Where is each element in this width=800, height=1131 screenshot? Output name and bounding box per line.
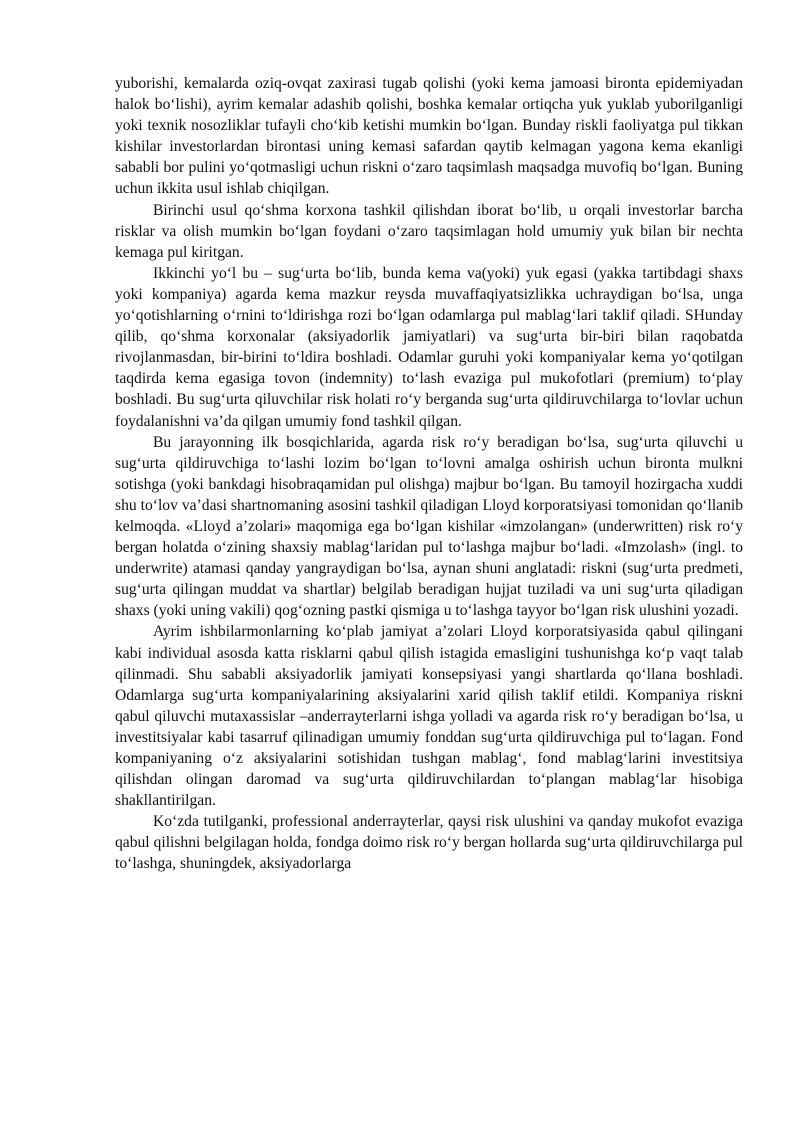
paragraph-3: Ikkinchi yo‘l bu – sug‘urta bo‘lib, bunda kema va(yoki) yuk egasi (yakka tartibdagi shaxs yoki kompaniya) agarda kema mazkur reysda muvaffaqiyatsizlikka uchraydigan bo‘lsa, unga yo‘qotishlarning o‘rnini to‘ldirishga rozi bo‘lgan odamlarga pul mablag‘lari taklif qiladi. SHunday qilib, qo‘shma korxonalar (aksiyadorlik jamiyatlari) va sug‘urta bir-biri bilan raqobatda rivojlanmasdan, bir-birini to‘ldira boshladi. Odamlar guruhi yoki kompaniyalar kema yo‘qotilgan taqdirda kema egasiga tovon (indemnity) to‘lash evaziga pul mukofotlari (premium) to‘play boshladi. Bu sug‘urta qiluvchilar risk holati ro‘y berganda sug‘urta qildiruvchilarga to‘lovlar uchun foydalanishni va’da qilgan umumiy fond tashkil qilgan. bbox=[115, 264, 743, 430]
paragraph-2: Birinchi usul qo‘shma korxona tashkil qilishdan iborat bo‘lib, u orqali investorlar barcha risklar va olish mumkin bo‘lgan foydani o‘zaro taqsimlagan hold umumiy yuk bilan bir nechta kemaga pul kiritgan. bbox=[115, 201, 743, 261]
paragraph-1: yuborishi, kemalarda oziq-ovqat zaxirasi tugab qolishi (yoki kema jamoasi bironta epidemiyadan halok bo‘lishi), ayrim kemalar adashib qolishi, boshka kemalar ortiqcha yuk yuklab yuborilganligi yoki texnik nosozliklar tufayli cho‘kib ketishi mumkin bo‘lgan. Bunday riskli faoliyatga pul tikkan kishilar investorlardan birontasi uning kemasi safardan qaytib kelmagan yagona kema ekanligi sababli bor pulini yo‘qotmasligi uchun riskni o‘zaro taqsimlash maqsadga muvofiq bo‘lgan. Buning uchun ikkita usul ishlab chiqilgan. bbox=[115, 75, 743, 198]
document-page bbox=[115, 73, 743, 875]
paragraph-6: Ko‘zda tutilganki, professional anderrayterlar, qaysi risk ulushini va qanday mukofot evaziga qabul qilishni belgilagan holda, fondga doimo risk ro‘y bergan hollarda sug‘urta qildiruvchilarga pul to‘lashga, shuningdek, aksiyadorlarga bbox=[115, 813, 743, 873]
paragraph-5: Ayrim ishbilarmonlarning ko‘plab jamiyat a’zolari Lloyd korporatsiyasida qabul qilingani kabi individual asosda katta risklarni qabul qilish istagida emasligini tushunishga ko‘p vaqt talab qilinmadi. Shu sababli aksiyadorlik jamiyati konsepsiyasi yangi shartlarda qo‘llana boshladi. Odamlarga sug‘urta kompaniyalarining aksiyalarini xarid qilish taklif etildi. Kompaniya riskni qabul qiluvchi mutaxassislar –anderrayterlarni ishga yolladi va agarda risk ro‘y beradigan bo‘lsa, u investitsiyalar kabi tasarruf qilinadigan umumiy fonddan sug‘urta qildiruvchiga pul to‘lagan. Fond kompaniyaning o‘z aksiyalarini sotishidan tushgan mablag‘, fond mablag‘larini investitsiya qilishdan olingan daromad va sug‘urta qildiruvchilardan to‘plangan mablag‘lar hisobiga shakllantirilgan. bbox=[115, 623, 743, 810]
paragraph-4: Bu jarayonning ilk bosqichlarida, agarda risk ro‘y beradigan bo‘lsa, sug‘urta qiluvchi u sug‘urta qildiruvchiga to‘lashi lozim bo‘lgan to‘lovni amalga oshirish uchun bironta mulkni sotishga (yoki bankdagi hisobraqamidan pul olishga) majbur bo‘lgan. Bu tamoyil hozirgacha xuddi shu to‘lov va’dasi shartnomaning asosini tashkil qiladigan Lloyd korporatsiyasi tomonidan qo‘llanib kelmoqda. «Lloyd a’zolari» maqomiga ega bo‘lgan kishilar «imzolangan» (underwritten) risk ro‘y bergan holatda o‘zining shaxsiy mablag‘laridan pul to‘lashga majbur bo‘ladi. «Imzolash» (ingl. to underwrite) atamasi qanday yangraydigan bo‘lsa, aynan shuni anglatadi: riskni (sug‘urta predmeti, sug‘urta qilingan muddat va shartlar) belgilab beradigan hujjat tuziladi va uni sug‘urta qiladigan shaxs (yoki uning vakili) qog‘ozning pastki qismiga u to‘lashga tayyor bo‘lgan risk ulushini yozadi. bbox=[115, 433, 743, 620]
